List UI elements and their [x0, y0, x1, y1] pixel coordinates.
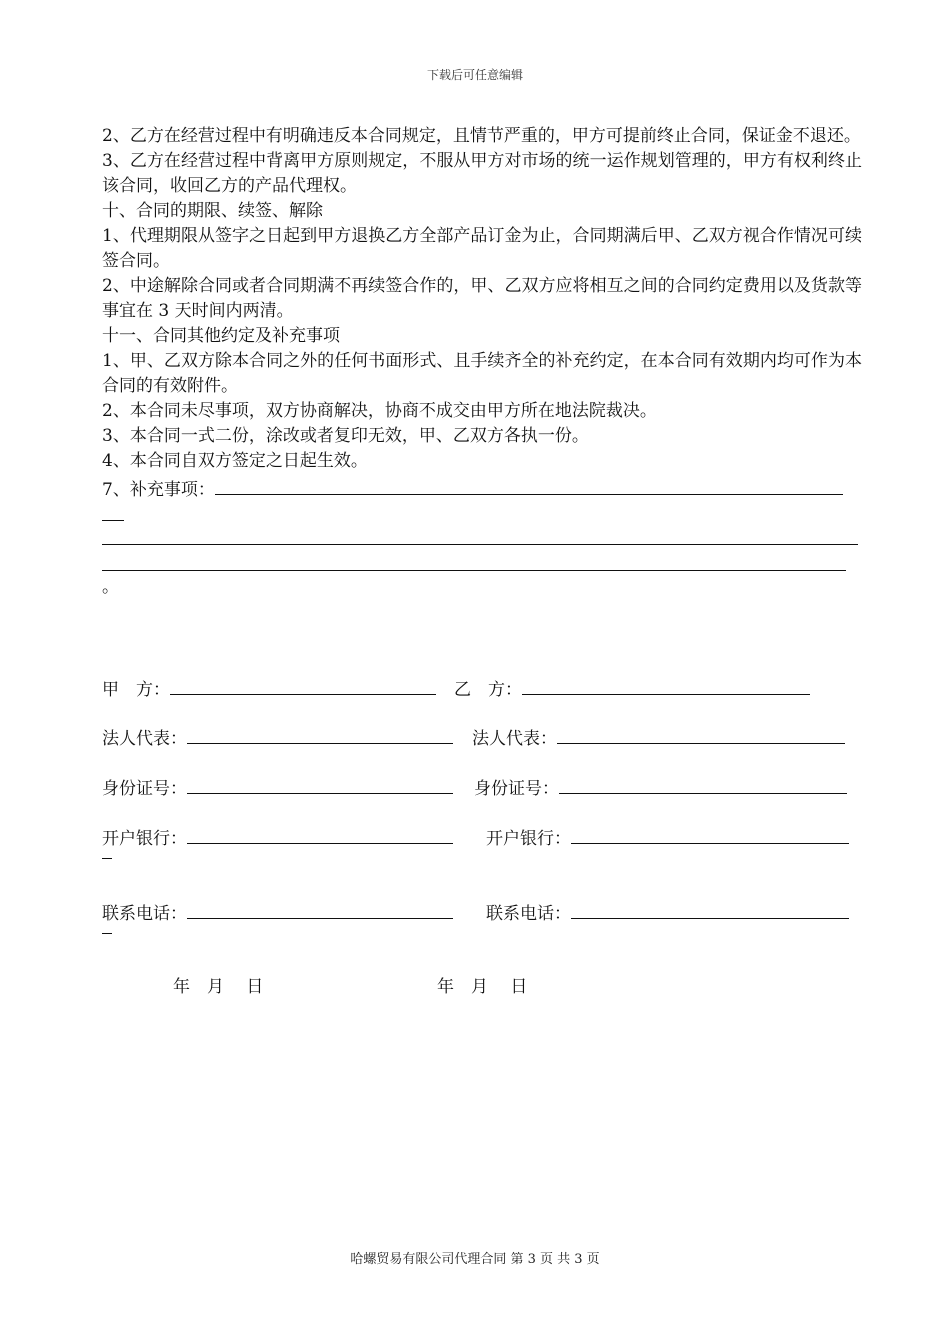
date-b: 年 月 日: [437, 977, 528, 997]
clause-10-2: 2、中途解除合同或者合同期满不再续签合作的，甲、乙双方应将相互之间的合同约定费用以及货款等事宜在 3 天时间内两清。: [102, 276, 862, 321]
id-b-field[interactable]: [559, 773, 847, 794]
party-a-label: 甲 方：: [102, 680, 170, 700]
legal-rep-b-label: 法人代表：: [472, 729, 557, 749]
supplement-row: [102, 474, 862, 503]
bank-b-label: 开户银行：: [486, 829, 571, 849]
phone-field-tail: [102, 933, 112, 934]
bank-field-tail: [102, 858, 112, 859]
phone-a-cell: [102, 898, 453, 927]
phone-b-field[interactable]: [571, 898, 849, 919]
legal-rep-b-cell: [472, 723, 845, 752]
clause-11-3: 3、本合同一式二份，涂改或者复印无效，甲、乙双方各执一份。: [102, 426, 589, 446]
party-a-cell: [102, 674, 436, 703]
supplement-blank-2[interactable]: [102, 527, 858, 545]
id-b-cell: [474, 773, 847, 802]
section-11-heading: 十一、合同其他约定及补充事项: [102, 326, 340, 346]
phone-b-cell: [486, 898, 849, 927]
page-header: 下载后可任意编辑: [426, 68, 523, 82]
clause-11-2: 2、本合同未尽事项，双方协商解决，协商不成交由甲方所在地法院裁决。: [102, 401, 657, 421]
id-a-label: 身份证号：: [102, 779, 187, 799]
party-a-field[interactable]: [170, 674, 436, 695]
clause-10-1: 1、代理期限从签字之日起到甲方退换乙方全部产品订金为止，合同期满后甲、乙双方视合作情况可续签合同。: [102, 226, 862, 271]
bank-a-cell: [102, 823, 453, 852]
supplement-label: 7、补充事项：: [102, 480, 215, 500]
clause-11-4: 4、本合同自双方签定之日起生效。: [102, 451, 368, 471]
supplement-blank-1[interactable]: [215, 474, 843, 495]
clause-11-1: 1、甲、乙双方除本合同之外的任何书面形式、且手续齐全的补充约定，在本合同有效期内均可作为本合同的有效附件。: [102, 351, 862, 396]
contract-body: [102, 124, 862, 600]
supplement-blank-tail: [102, 503, 124, 521]
bank-a-label: 开户银行：: [102, 829, 187, 849]
page-footer: 哈螺贸易有限公司代理合同 第 3 页 共 3 页: [350, 1252, 600, 1267]
legal-rep-a-cell: [102, 723, 453, 752]
bank-b-cell: [486, 823, 849, 852]
party-b-cell: [454, 674, 810, 703]
id-b-label: 身份证号：: [474, 779, 559, 799]
bank-a-field[interactable]: [187, 823, 453, 844]
phone-a-field[interactable]: [187, 898, 453, 919]
party-b-field[interactable]: [522, 674, 810, 695]
party-b-label: 乙 方：: [454, 680, 522, 700]
id-a-cell: [102, 773, 453, 802]
clause-9-2: 2、乙方在经营过程中有明确违反本合同规定，且情节严重的，甲方可提前终止合同，保证金不退还。: [102, 126, 861, 146]
phone-b-label: 联系电话：: [486, 904, 571, 924]
legal-rep-a-field[interactable]: [187, 723, 453, 744]
legal-rep-b-field[interactable]: [557, 723, 845, 744]
phone-a-label: 联系电话：: [102, 904, 187, 924]
clause-9-3: 3、乙方在经营过程中背离甲方原则规定，不服从甲方对市场的统一运作规划管理的，甲方有权利终止该合同，收回乙方的产品代理权。: [102, 151, 862, 196]
supplement-blank-3[interactable]: [102, 553, 846, 571]
supplement-end-mark: 。: [102, 577, 119, 597]
legal-rep-a-label: 法人代表：: [102, 729, 187, 749]
date-a: 年 月 日: [173, 977, 264, 997]
section-10-heading: 十、合同的期限、续签、解除: [102, 201, 323, 221]
id-a-field[interactable]: [187, 773, 453, 794]
bank-b-field[interactable]: [571, 823, 849, 844]
